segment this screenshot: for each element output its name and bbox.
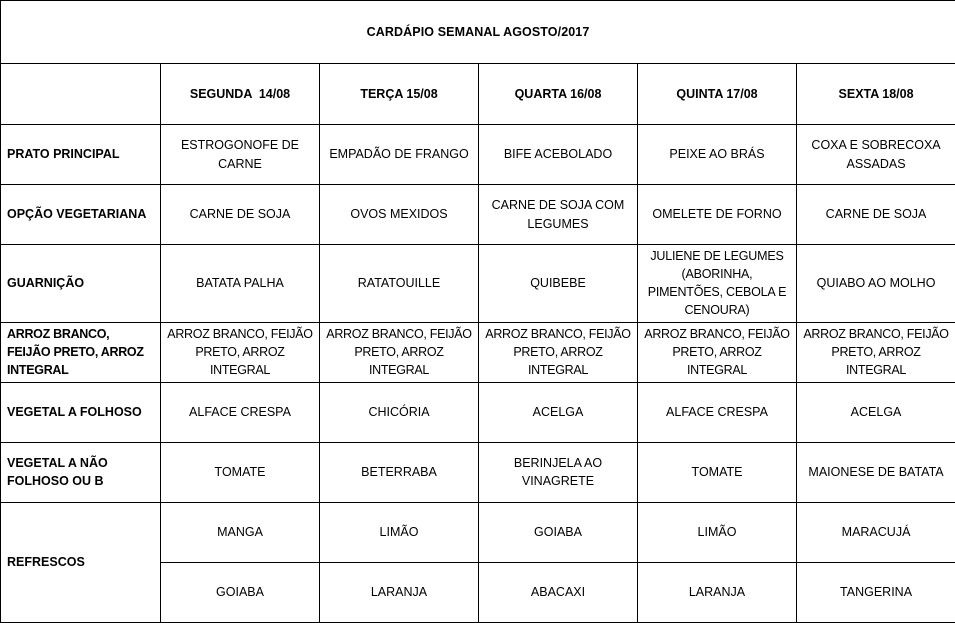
menu-cell: TANGERINA [797,562,955,622]
day-header-row [1,64,955,125]
row-refrescos-1 [1,502,955,562]
menu-cell: ABACAXI [479,562,638,622]
menu-cell: ARROZ BRANCO, FEIJÃO PRETO, ARROZ INTEGRAL [797,322,955,382]
menu-cell: CARNE DE SOJA COM LEGUMES [479,185,638,245]
row-label-vegetal-nao-folhoso: VEGETAL A NÃO FOLHOSO OU B [1,442,161,502]
header-quarta: QUARTA 16/08 [479,64,638,125]
menu-cell: ARROZ BRANCO, FEIJÃO PRETO, ARROZ INTEGRAL [320,322,479,382]
row-vegetal-nao-folhoso [1,442,955,502]
menu-cell: BIFE ACEBOLADO [479,125,638,185]
menu-cell: ARROZ BRANCO, FEIJÃO PRETO, ARROZ INTEGRAL [161,322,320,382]
menu-cell: BATATA PALHA [161,245,320,323]
row-label-guarnicao: GUARNIÇÃO [1,245,161,323]
menu-cell: CARNE DE SOJA [797,185,955,245]
menu-cell: BERINJELA AO VINAGRETE [479,442,638,502]
menu-cell: COXA E SOBRECOXA ASSADAS [797,125,955,185]
menu-cell: MAIONESE DE BATATA [797,442,955,502]
header-quinta: QUINTA 17/08 [638,64,797,125]
menu-cell: GOIABA [161,562,320,622]
menu-cell: LIMÃO [320,502,479,562]
menu-cell: ALFACE CRESPA [638,382,797,442]
menu-cell: OVOS MEXIDOS [320,185,479,245]
page-title: CARDÁPIO SEMANAL AGOSTO/2017 [1,1,955,64]
menu-cell: ACELGA [479,382,638,442]
menu-cell: LARANJA [638,562,797,622]
menu-cell: TOMATE [638,442,797,502]
row-label-refrescos: REFRESCOS [1,502,161,622]
menu-cell: QUIBEBE [479,245,638,323]
menu-cell: OMELETE DE FORNO [638,185,797,245]
menu-cell: JULIENE DE LEGUMES (ABORINHA, PIMENTÕES, CEBOLA E CENOURA) [638,245,797,323]
header-sexta: SEXTA 18/08 [797,64,955,125]
menu-cell: CHICÓRIA [320,382,479,442]
menu-cell: ARROZ BRANCO, FEIJÃO PRETO, ARROZ INTEGRAL [479,322,638,382]
header-terca: TERÇA 15/08 [320,64,479,125]
header-segunda: SEGUNDA 14/08 [161,64,320,125]
menu-cell: TOMATE [161,442,320,502]
row-label-opcao-vegetariana: OPÇÃO VEGETARIANA [1,185,161,245]
menu-cell: LIMÃO [638,502,797,562]
menu-cell: ESTROGONOFE DE CARNE [161,125,320,185]
menu-cell: RATATOUILLE [320,245,479,323]
menu-cell: ARROZ BRANCO, FEIJÃO PRETO, ARROZ INTEGRAL [638,322,797,382]
menu-cell: MARACUJÁ [797,502,955,562]
row-label-vegetal-folhoso: VEGETAL A FOLHOSO [1,382,161,442]
menu-cell: MANGA [161,502,320,562]
menu-cell: ACELGA [797,382,955,442]
menu-cell: PEIXE AO BRÁS [638,125,797,185]
row-arroz-feijao [1,322,955,382]
menu-cell: CARNE DE SOJA [161,185,320,245]
menu-cell: BETERRABA [320,442,479,502]
menu-cell: QUIABO AO MOLHO [797,245,955,323]
row-label-prato-principal: PRATO PRINCIPAL [1,125,161,185]
menu-cell: ALFACE CRESPA [161,382,320,442]
header-empty [1,64,161,125]
menu-cell: EMPADÃO DE FRANGO [320,125,479,185]
row-guarnicao [1,245,955,323]
title-row [1,1,955,64]
menu-cell: LARANJA [320,562,479,622]
row-opcao-vegetariana [1,185,955,245]
row-vegetal-folhoso [1,382,955,442]
row-prato-principal [1,125,955,185]
row-label-arroz-feijao: ARROZ BRANCO, FEIJÃO PRETO, ARROZ INTEGRAL [1,322,161,382]
menu-cell: GOIABA [479,502,638,562]
